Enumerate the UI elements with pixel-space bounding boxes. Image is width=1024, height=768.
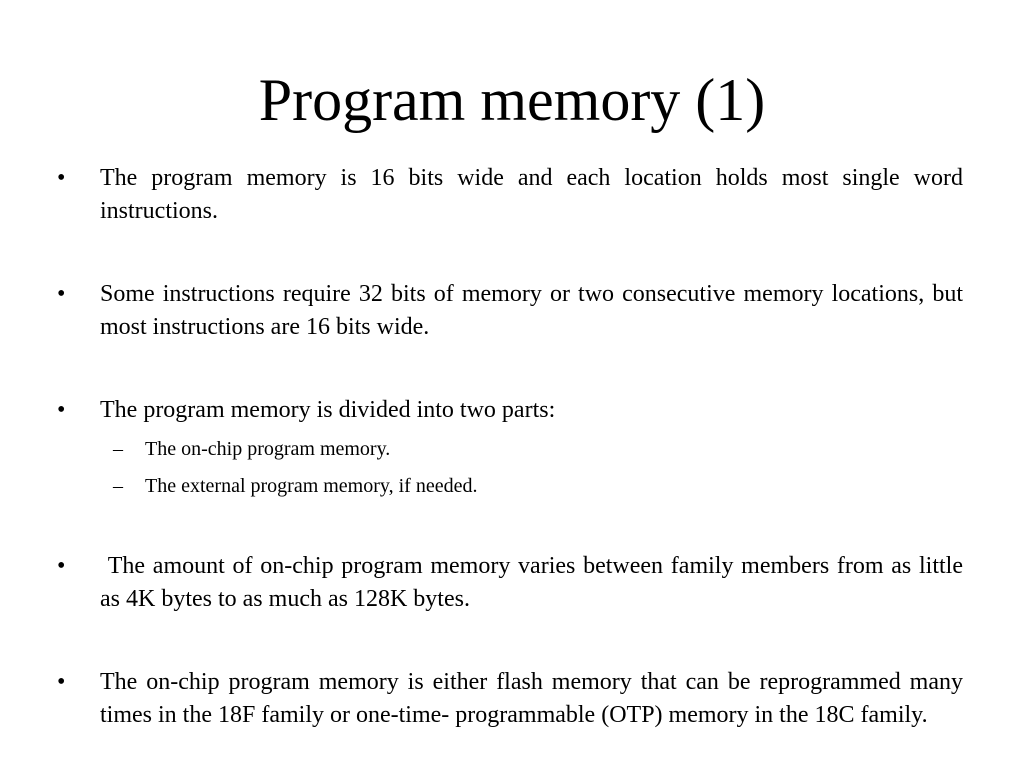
bullet-text: The program memory is 16 bits wide and each location holds most single word instructions.	[100, 165, 963, 224]
sub-bullet-marker: –	[113, 438, 123, 460]
bullet-text: The program memory is divided into two parts:	[100, 397, 556, 423]
sub-bullet-text: The external program memory, if needed.	[145, 475, 478, 497]
bullet-marker: •	[57, 165, 66, 191]
bullet-marker: •	[57, 669, 66, 695]
bullet-marker: •	[57, 281, 66, 307]
bullet-marker: •	[57, 553, 66, 579]
bullet-text: Some instructions require 32 bits of memory or two consecutive memory locations, but most instructions are 16 bits wide.	[100, 281, 963, 340]
sub-bullet-marker: –	[113, 475, 123, 497]
sub-bullet-text: The on-chip program memory.	[145, 438, 391, 460]
slide-title: Program memory (1)	[258, 67, 766, 133]
bullet-text: The amount of on-chip program memory varies between family members from as little as 4K bytes to as much as 128K bytes.	[100, 553, 970, 612]
bullet-marker: •	[57, 397, 66, 423]
bullet-text: The on-chip program memory is either flash memory that can be reprogrammed many times in the 18F family or one-time- programmable (OTP) memory in the 18C family.	[100, 669, 963, 728]
